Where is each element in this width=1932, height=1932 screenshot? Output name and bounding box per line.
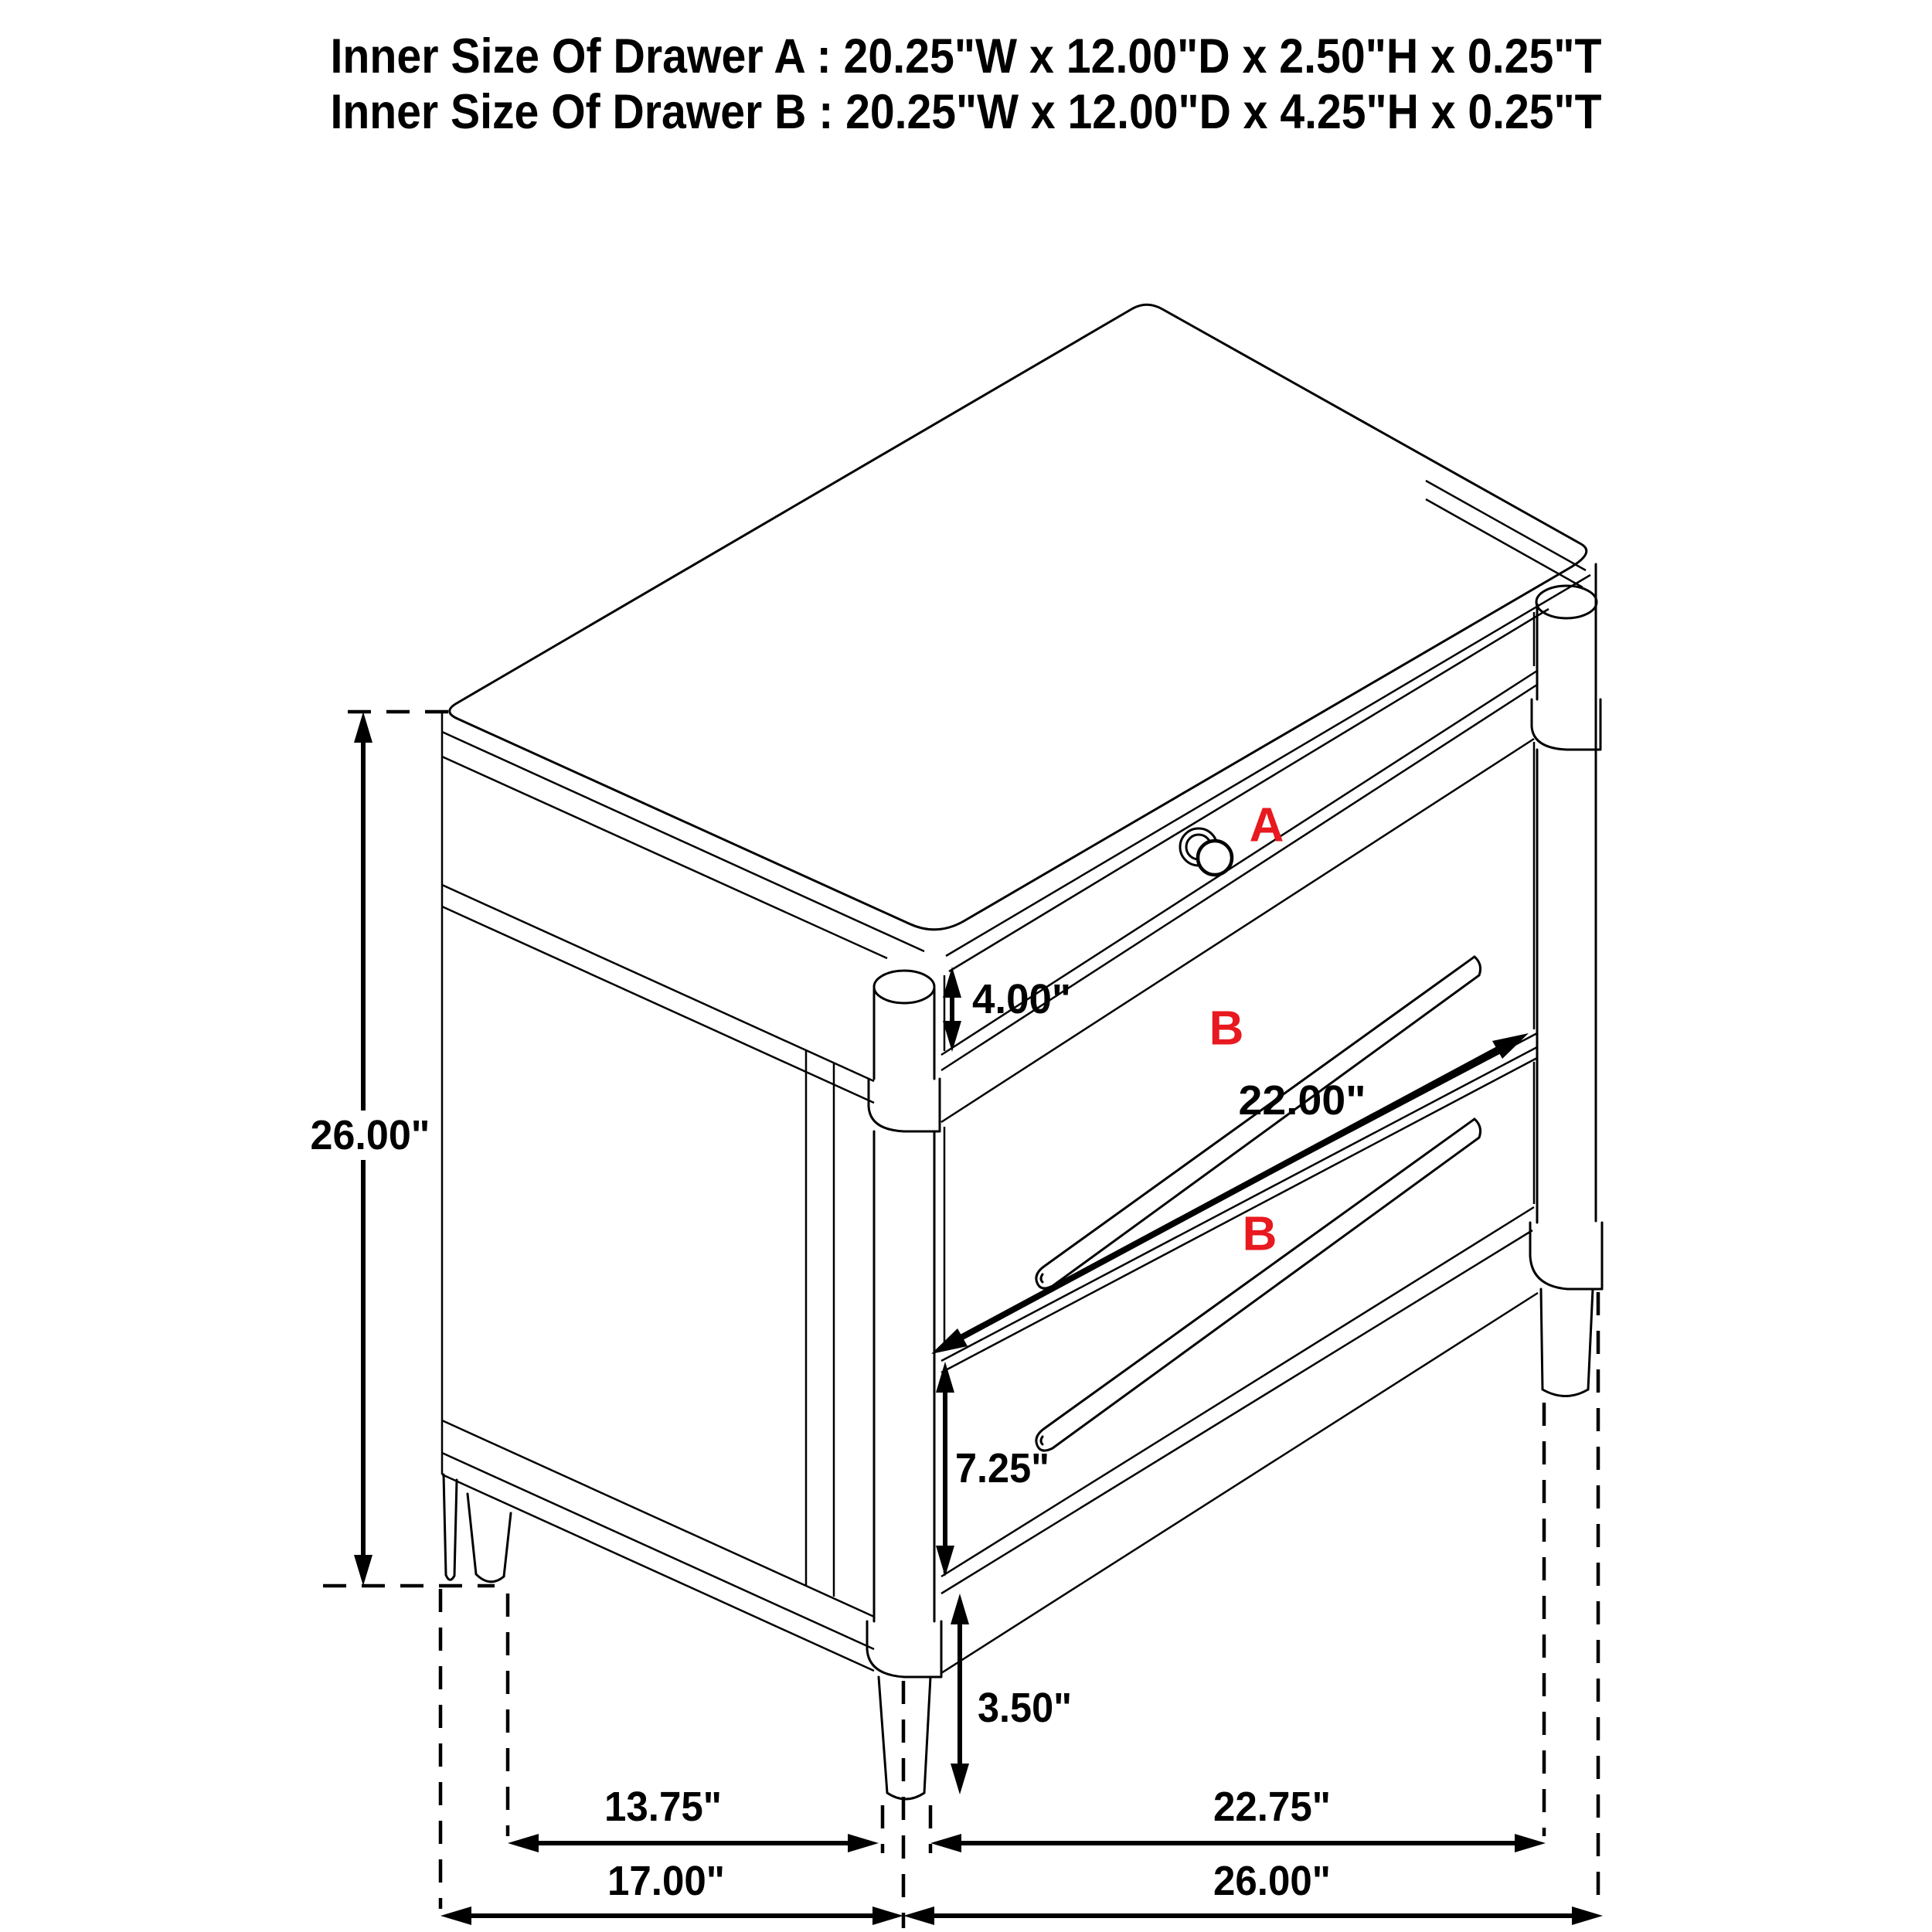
header-line-drawer-a: Inner Size Of Drawer A : 20.25"W x 12.00"D x 2.50"H x 0.25"T xyxy=(330,29,1602,83)
knob-front-disc xyxy=(1198,841,1232,875)
dim-overall-width-text: 26.00" xyxy=(1213,1858,1331,1904)
dim-leg-spacing-width-text: 22.75" xyxy=(1213,1784,1331,1830)
dim-leg-height-text: 3.50" xyxy=(978,1685,1072,1731)
drawer-b-lower-label: B xyxy=(1242,1207,1277,1261)
dim-leg-spacing-depth-text: 13.75" xyxy=(604,1784,722,1830)
dim-drawer-a-text: 4.00" xyxy=(972,976,1071,1022)
header-line-drawer-b: Inner Size Of Drawer B : 20.25"W x 12.00"D x 4.25"H x 0.25"T xyxy=(330,85,1602,139)
dim-overall-height-text: 26.00" xyxy=(310,1112,430,1158)
dim-overall-depth-text: 17.00" xyxy=(607,1858,725,1904)
drawer-a-label: A xyxy=(1249,798,1284,852)
dim-drawer-b-text: 7.25" xyxy=(955,1445,1049,1492)
dim-handle-width-text: 22.00" xyxy=(1238,1077,1366,1124)
drawer-b-upper-label: B xyxy=(1209,1002,1244,1056)
